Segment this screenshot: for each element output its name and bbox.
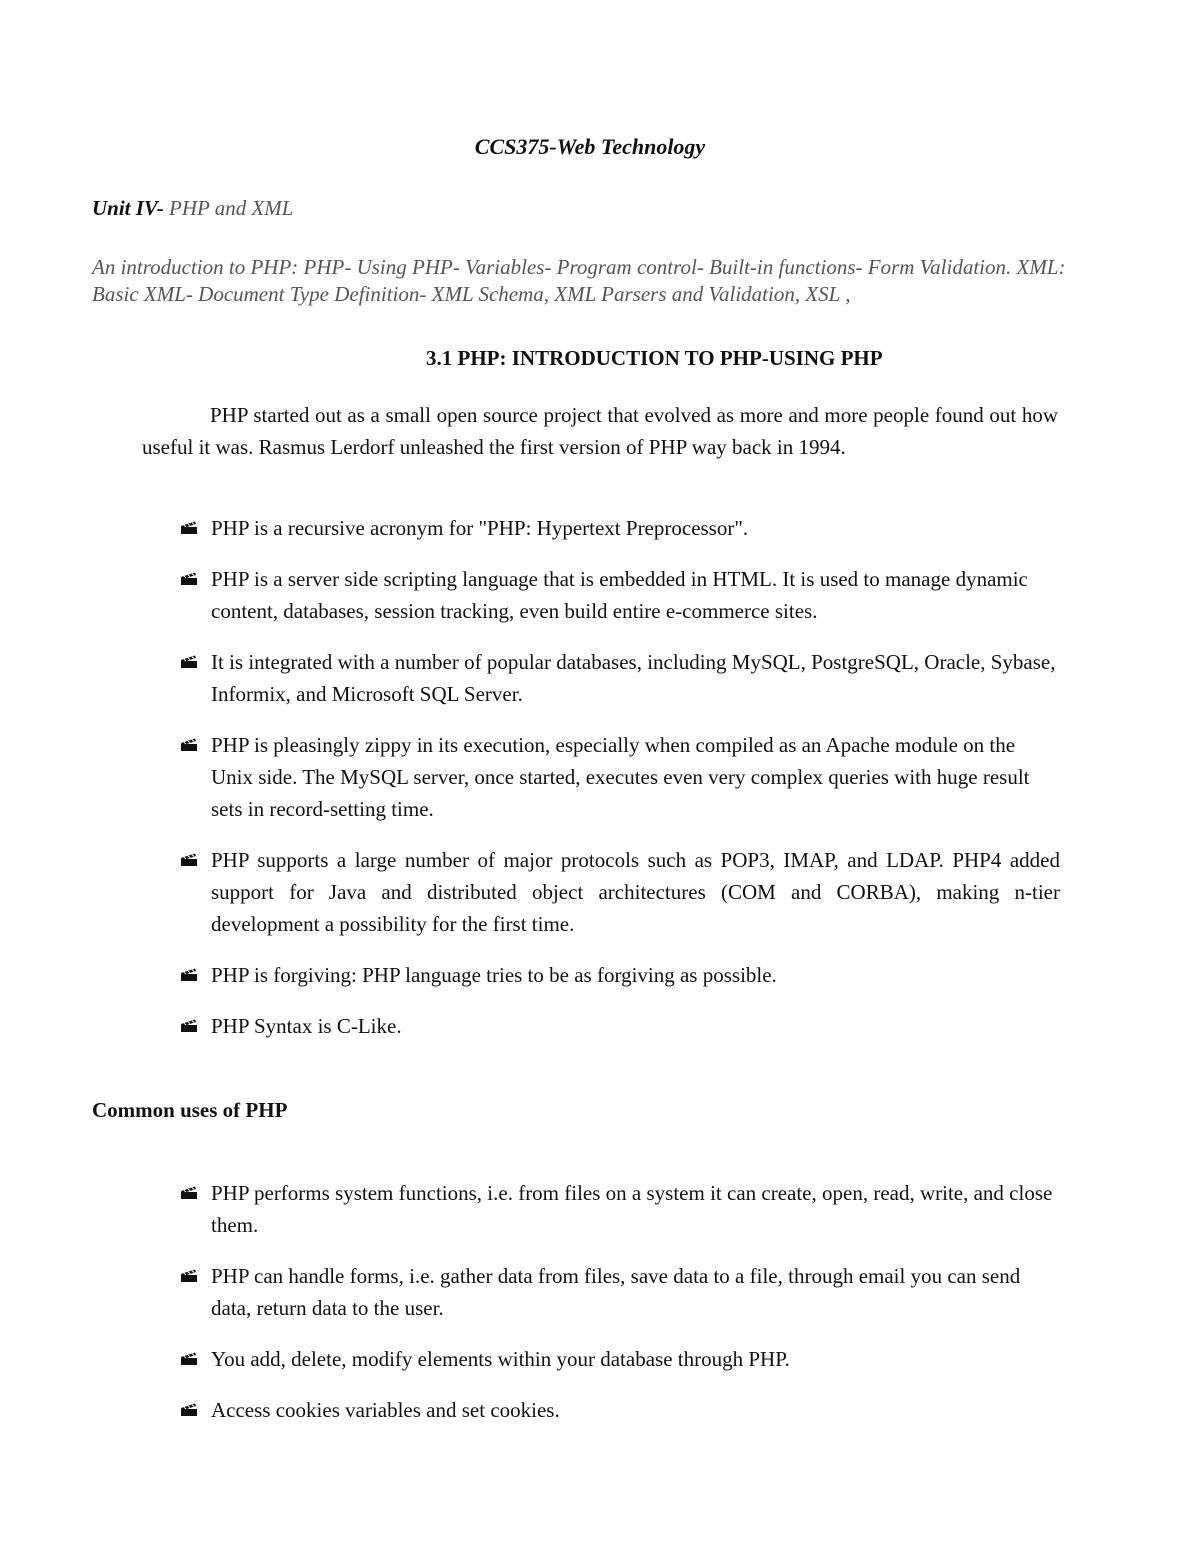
bullet-text: PHP is a recursive acronym for "PHP: Hypertext Preprocessor".	[211, 516, 749, 540]
bullet-text: PHP supports a large number of major protocols such as POP3, IMAP, and LDAP. PHP4 added support for Java and distributed object architectures (COM and CORBA), making n-tier development a possibility for the first time.	[211, 848, 1060, 936]
section-heading: 3.1 PHP: INTRODUCTION TO PHP-USING PHP	[426, 346, 883, 370]
document-title: CCS375-Web Technology	[474, 134, 706, 159]
list-item	[180, 844, 1060, 940]
clapperboard-icon	[180, 521, 198, 535]
intro-bullet-list	[180, 512, 1060, 1061]
bullet-text: It is integrated with a number of popular databases, including MySQL, PostgreSQL, Oracle, Sybase, Informix, and Microsoft SQL Server.	[211, 650, 1056, 706]
clapperboard-icon	[180, 572, 198, 586]
unit-label: Unit IV-	[92, 196, 164, 220]
bullet-text: PHP can handle forms, i.e. gather data from files, save data to a file, through email you can send data, return data to the user.	[211, 1264, 1021, 1320]
intro-paragraph: PHP started out as a small open source project that evolved as more and more people found out how useful it was. Rasmus Lerdorf unleashed the first version of PHP way back in 1994.	[142, 403, 1058, 459]
bullet-text: You add, delete, modify elements within your database through PHP.	[211, 1347, 790, 1371]
list-item	[180, 646, 1060, 710]
list-item	[180, 729, 1060, 825]
clapperboard-icon	[180, 1403, 198, 1417]
bullet-text: PHP is forgiving: PHP language tries to be as forgiving as possible.	[211, 963, 777, 987]
clapperboard-icon	[180, 1269, 198, 1283]
clapperboard-icon	[180, 968, 198, 982]
bullet-text: PHP performs system functions, i.e. from files on a system it can create, open, read, write, and close them.	[211, 1181, 1053, 1237]
clapperboard-icon	[180, 1019, 198, 1033]
uses-bullet-list	[180, 1177, 1060, 1445]
clapperboard-icon	[180, 655, 198, 669]
list-item	[180, 512, 1060, 544]
clapperboard-icon	[180, 853, 198, 867]
unit-line	[92, 196, 293, 221]
list-item	[180, 1260, 1060, 1324]
list-item	[180, 1010, 1060, 1042]
syllabus-text: An introduction to PHP: PHP- Using PHP- Variables- Program control- Built-in functions- Form Validation. XML: Basic XML- Document Type Definition- XML Schema, XML Parsers and Validation, XSL ,	[92, 255, 1066, 306]
clapperboard-icon	[180, 1186, 198, 1200]
uses-heading: Common uses of PHP	[92, 1098, 288, 1122]
bullet-text: PHP is pleasingly zippy in its execution, especially when compiled as an Apache module on the Unix side. The MySQL server, once started, executes even very complex queries with huge result sets in record-setting time.	[211, 733, 1030, 821]
list-item	[180, 1394, 1060, 1426]
list-item	[180, 959, 1060, 991]
bullet-text: Access cookies variables and set cookies.	[211, 1398, 560, 1422]
list-item	[180, 563, 1060, 627]
clapperboard-icon	[180, 1352, 198, 1366]
clapperboard-icon	[180, 738, 198, 752]
list-item	[180, 1343, 1060, 1375]
unit-topic: PHP and XML	[163, 196, 294, 220]
list-item	[180, 1177, 1060, 1241]
bullet-text: PHP Syntax is C-Like.	[211, 1014, 402, 1038]
bullet-text: PHP is a server side scripting language that is embedded in HTML. It is used to manage dynamic content, databases, session tracking, even build entire e-commerce sites.	[211, 567, 1028, 623]
